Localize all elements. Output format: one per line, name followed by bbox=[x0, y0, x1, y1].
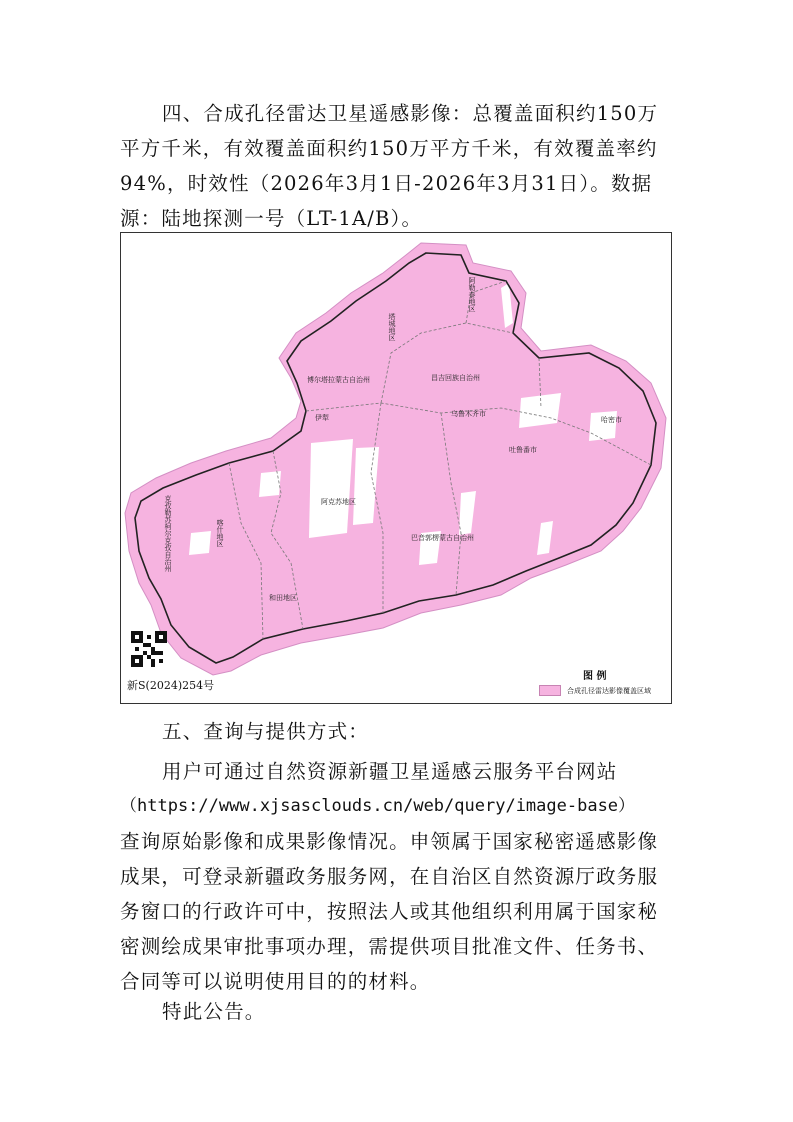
section-5-line-6: 密测绘成果审批事项办理，需提供项目批准文件、任务书、 bbox=[120, 935, 659, 958]
section-5-line-4: 成果，可登录新疆政务服务网，在自治区自然资源厅政务服 bbox=[120, 865, 659, 888]
closing-text: 特此公告。 bbox=[162, 1000, 266, 1023]
label-kashgar: 喀什地区 bbox=[216, 519, 224, 547]
section-5-heading-text: 五、查询与提供方式： bbox=[162, 720, 370, 743]
label-tacheng: 塔城地区 bbox=[388, 313, 396, 341]
section-5-heading bbox=[120, 714, 680, 749]
xinjiang-map bbox=[121, 233, 671, 703]
section-5-line-5: 务窗口的行政许可中，按照法人或其他组织利用属于国家秘 bbox=[120, 900, 659, 923]
coverage-area bbox=[125, 243, 666, 675]
gap bbox=[189, 531, 211, 555]
coverage-map bbox=[120, 232, 672, 704]
section-4-line-2: 平方千米，有效覆盖面积约150万平方千米，有效覆盖率约 bbox=[120, 137, 658, 160]
legend-swatch bbox=[539, 685, 561, 696]
legend-label: 合成孔径雷达影像覆盖区域 bbox=[567, 686, 651, 695]
label-ili: 伊犁 bbox=[315, 414, 329, 422]
label-turpan: 吐鲁番市 bbox=[509, 446, 537, 454]
qr-code bbox=[131, 631, 167, 667]
label-bortala: 博尔塔拉蒙古自治州 bbox=[307, 376, 370, 384]
section-5-line-1: 用户可通过自然资源新疆卫星遥感云服务平台网站 bbox=[162, 760, 618, 783]
section-4-line-4: 源：陆地探测一号（LT-1A/B）。 bbox=[120, 207, 423, 230]
label-altay: 阿勒泰地区 bbox=[468, 277, 476, 312]
map-approval-code: 新S(2024)254号 bbox=[127, 679, 215, 692]
label-urumqi: 乌鲁木齐市 bbox=[451, 410, 486, 418]
section-4-line-1: 四、合成孔径雷达卫星遥感影像：总覆盖面积约150万 bbox=[162, 102, 659, 125]
legend-title: 图 例 bbox=[583, 671, 607, 682]
label-bayingolin: 巴音郭楞蒙古自治州 bbox=[411, 534, 474, 542]
label-kizilsu: 克孜勒苏柯尔克孜自治州 bbox=[164, 495, 172, 572]
label-aksu: 阿克苏地区 bbox=[321, 498, 356, 506]
section-4-line-3: 94%，时效性（2026年3月1日-2026年3月31日）。数据 bbox=[120, 172, 653, 195]
section-5-paragraph bbox=[120, 754, 680, 999]
section-4-paragraph bbox=[120, 96, 680, 236]
label-hotan: 和田地区 bbox=[269, 594, 297, 602]
label-hami: 哈密市 bbox=[601, 416, 622, 424]
gap bbox=[259, 471, 281, 497]
section-5-line-7: 合同等可以说明使用目的的材料。 bbox=[120, 970, 431, 993]
section-5-line-3: 查询原始影像和成果影像情况。申领属于国家秘密遥感影像 bbox=[120, 830, 659, 853]
label-changji: 昌吉回族自治州 bbox=[431, 374, 480, 382]
platform-url: （https://www.xjsasclouds.cn/web/query/image-base） bbox=[120, 796, 636, 816]
gap bbox=[519, 393, 561, 428]
gap bbox=[309, 439, 353, 538]
closing-paragraph bbox=[120, 994, 680, 1029]
legend-item bbox=[539, 685, 651, 696]
